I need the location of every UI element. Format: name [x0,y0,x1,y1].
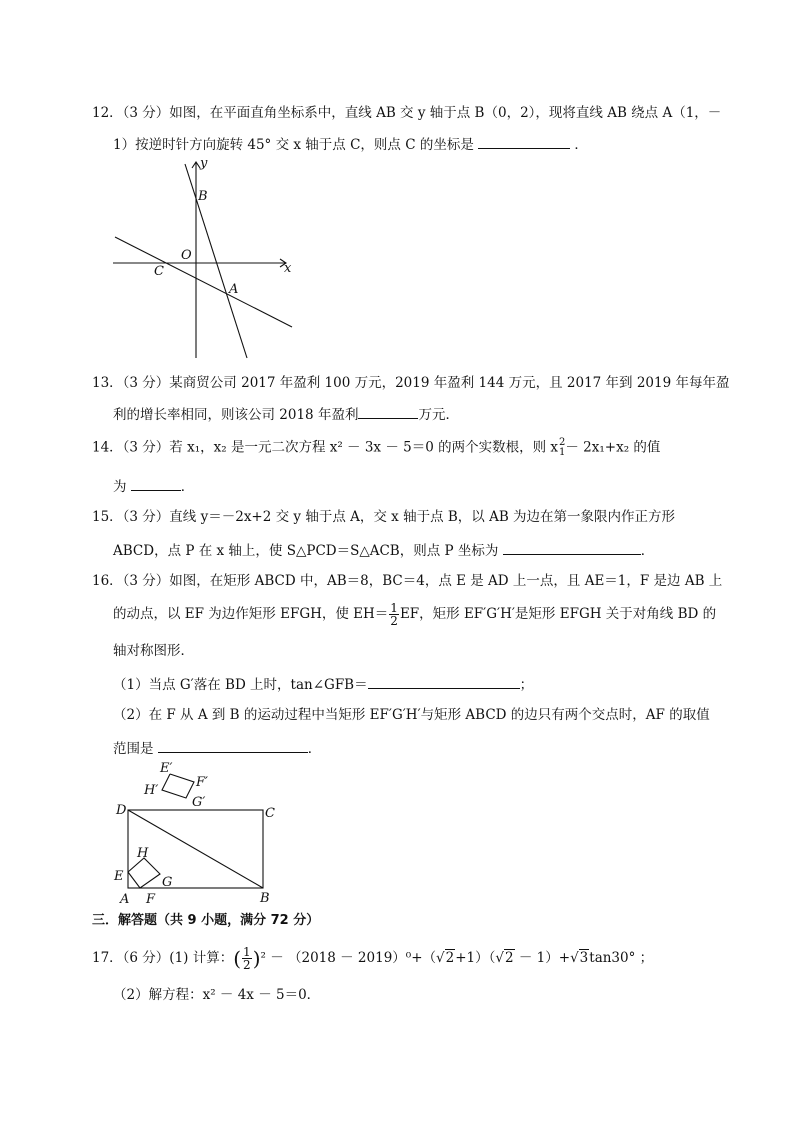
answer-blank [158,738,308,753]
q15-line2: ABCD，点 P 在 x 轴上，使 S△PCD＝S△ACB，则点 P 坐标为 ． [113,540,654,560]
label-h-prime: H′ [144,783,159,798]
answer-blank [358,404,418,419]
label-c: C [265,806,275,821]
label-e-prime: E′ [160,761,173,776]
label-b: B [260,891,270,906]
label-y: y [200,156,208,171]
answer-blank [368,674,520,689]
q16-line1: 16．（3 分）如图，在矩形 ABCD 中，AB＝8，BC＝4，点 E 是 AD 上一点，且 AE＝1，F 是边 AB 上 [92,573,723,589]
label-a: A [120,892,130,907]
q17-line2: （2）解方程：x² － 4x － 5＝0． [113,987,321,1003]
label-o: O [181,248,192,263]
sqrt-3: √3 [570,950,589,966]
q17-line1: 17．（6 分）(1) 计算：( $\frac{1}{2}$ )² － （2018 － 2019）⁰+（√2+1）（√2 － 1）+√3tan30° ； [92,945,654,972]
label-d: D [116,803,127,818]
q15-line1: 15．（3 分）直线 y＝－2x+2 交 y 轴于点 A，交 x 轴于点 B，以 AB 为边在第一象限内作正方形 [92,509,676,525]
section-heading: 三．解答题（共 9 小题，满分 72 分） [92,913,320,928]
q13-line1: 13．（3 分）某商贸公司 2017 年盈利 100 万元，2019 年盈利 144 万元，且 2017 年到 2019 年每年盈 [92,375,730,391]
label-e: E [114,869,124,884]
q16-figure [108,760,288,908]
q16-part1: （1）当点 G′落在 BD 上时，tan∠GFB＝ ； [113,674,533,694]
label-a: A [229,282,239,297]
label-g: G [162,875,173,890]
sqrt-2: √2 [495,950,514,966]
q16-part2: （2）在 F 从 A 到 B 的运动过程中当矩形 EF′G′H′与矩形 ABCD 的边只有两个交点时，AF 的取值 [113,707,710,723]
label-h: H [137,846,149,861]
rect-efgh [128,858,160,888]
q14-line1: 14．（3 分）若 x₁，x₂ 是一元二次方程 x² － 3x － 5＝0 的两个实数根，则 x 2 1 － 2x₁+x₂ 的值 [92,437,661,458]
q16-line2: 的动点，以 EF 为边作矩形 EFGH，使 EH＝ $\frac{1}{2}$ EF，矩形 EF′G′H′是矩形 EFGH 关于对角线 BD 的 [113,601,717,628]
q16-line3: 轴对称图形． [113,643,194,659]
fraction-one-half: $\frac{1}{2}$ [390,601,398,628]
label-x: x [284,261,292,276]
label-c: C [154,264,164,279]
fraction-one-half: $\frac{1}{2}$ [243,945,251,972]
sqrt-2: √2 [436,950,455,966]
q14-supsub: 2 1 [559,437,566,458]
label-f: F [146,892,156,907]
rect-e2f2g2h2 [162,774,194,798]
label-f-prime: F′ [196,775,208,790]
label-g-prime: G′ [192,795,206,810]
q14-line2: 为 ． [113,476,194,496]
q13-line2: 利的增长率相同，则该公司 2018 年盈利 万元． [113,404,459,424]
q16-part3: 范围是 ． [113,738,321,758]
q12-line1: 12．（3 分）如图，在平面直角坐标系中，直线 AB 交 y 轴于点 B（0，2），现将直线 AB 绕点 A（1，－ [92,105,722,121]
q12-figure [108,156,298,362]
answer-blank [478,134,570,149]
q12-line2: 1）按逆时针方向旋转 45° 交 x 轴于点 C，则点 C 的坐标是 ． [113,134,588,154]
label-b: B [198,189,208,204]
line-ca [115,237,292,327]
answer-blank [503,540,641,555]
answer-blank [131,476,181,491]
line-ab [185,164,247,358]
